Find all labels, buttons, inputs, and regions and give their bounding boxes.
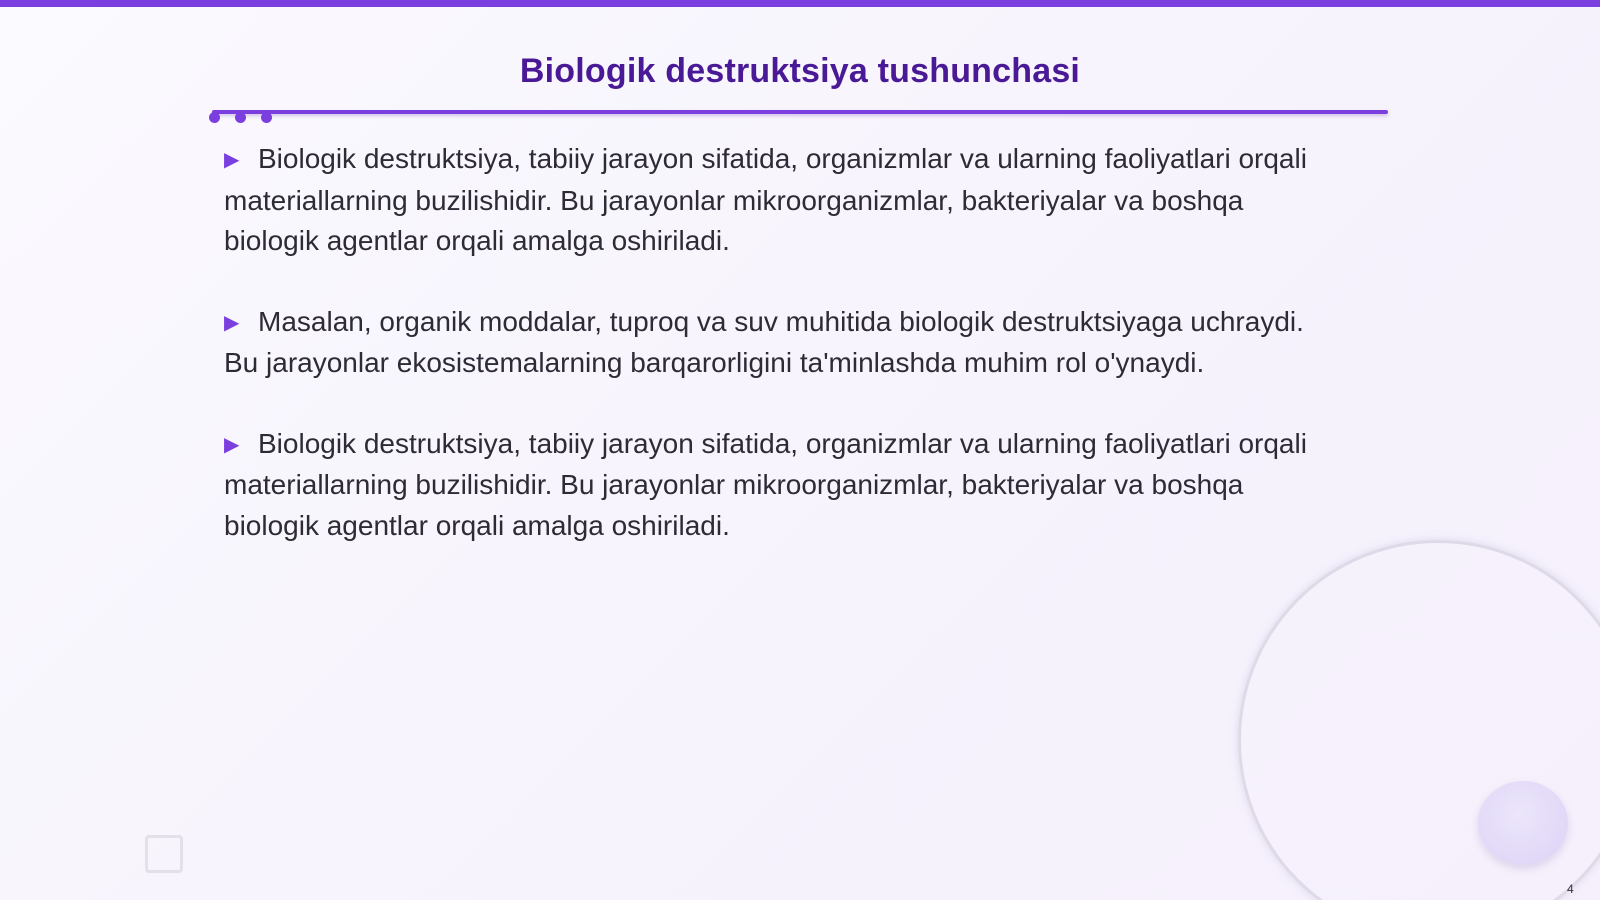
triangle-right-icon: ▶: [224, 433, 240, 456]
paragraph-text: Biologik destruktsiya, tabiiy jarayon sifatida, organizmlar va ularning faoliyatlari orqali materiallarning buzilishidir. Bu jarayonlar mikroorganizmlar, bakteriyalar va boshqa biologik agentlar orqali amalga oshiriladi.: [224, 143, 1307, 256]
decorative-dot: [209, 112, 220, 123]
bullet-list: [224, 139, 1344, 586]
title-underline: [212, 110, 1388, 114]
decorative-circle: [1478, 781, 1568, 865]
bullet-paragraph: [224, 424, 1344, 547]
triangle-right-icon: ▶: [224, 311, 240, 334]
paragraph-text: Biologik destruktsiya, tabiiy jarayon sifatida, organizmlar va ularning faoliyatlari orqali materiallarning buzilishidir. Bu jarayonlar mikroorganizmlar, bakteriyalar va boshqa biologik agentlar orqali amalga oshiriladi.: [224, 427, 1307, 541]
page-number: 4: [1567, 882, 1574, 896]
decorative-square: [145, 835, 183, 873]
decorative-dot: [235, 112, 246, 123]
bullet-paragraph: [224, 139, 1344, 262]
decorative-dot: [261, 112, 272, 123]
top-accent-bar: [0, 0, 1600, 7]
slide-title: Biologik destruktsiya tushunchasi: [519, 52, 1081, 90]
paragraph-text: Masalan, organik moddalar, tuproq va suv muhitida biologik destruktsiyaga uchraydi. Bu jarayonlar ekosistemalarning barqarorligini ta'minlashda muhim rol o'ynaydi.: [224, 305, 1304, 378]
bullet-paragraph: [224, 302, 1344, 384]
triangle-right-icon: ▶: [224, 149, 240, 171]
